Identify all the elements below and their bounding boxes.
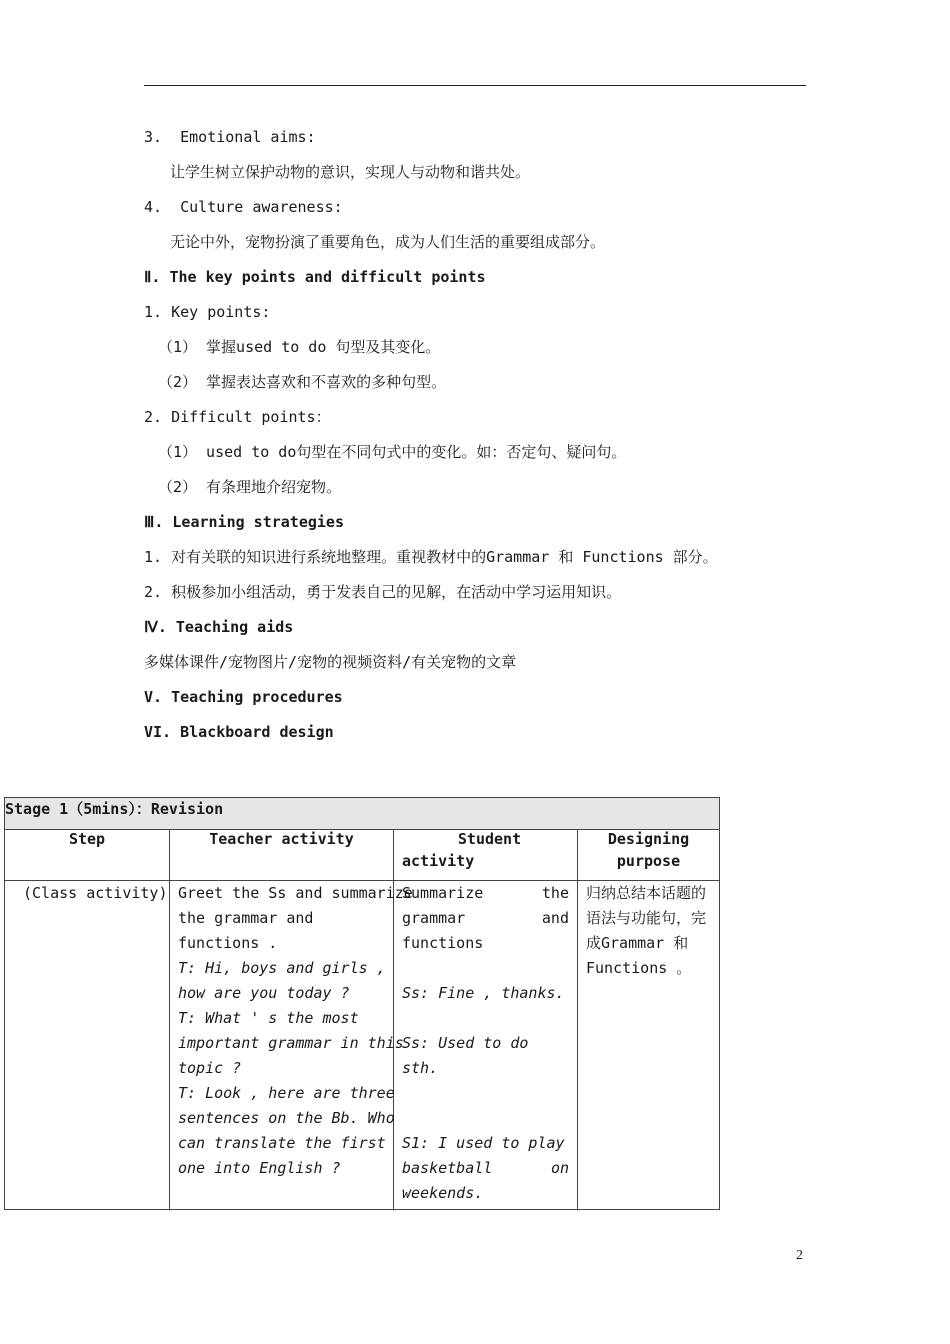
section-2-title: Ⅱ. The key points and difficult points <box>144 268 486 286</box>
student-word: on <box>550 1159 569 1177</box>
header-student-line-2: activity <box>402 852 475 870</box>
teacher-line: the grammar and <box>178 909 314 927</box>
difficult-point-2: （2） 有条理地介绍宠物。 <box>158 478 342 496</box>
student-word: grammar <box>402 909 466 927</box>
header-purpose-line-2: purpose <box>616 852 681 870</box>
emotional-aims-text: 让学生树立保护动物的意识，实现人与动物和谐共处。 <box>170 163 531 181</box>
section-5-title: V. Teaching procedures <box>144 688 343 706</box>
section-6-title: VI. Blackboard design <box>144 723 334 741</box>
header-rule <box>144 85 806 86</box>
student-line <box>402 881 569 906</box>
student-line: functions <box>402 934 484 952</box>
difficult-point-1: （1） used to do句型在不同句式中的变化。如：否定句、疑问句。 <box>158 443 627 461</box>
teaching-aids-text: 多媒体课件/宠物图片/宠物的视频资料/有关宠物的文章 <box>144 653 517 671</box>
page-number: 2 <box>796 1248 803 1263</box>
student-line: Ss: Used to do sth. <box>402 1034 529 1077</box>
purpose-line: Functions 。 <box>586 959 692 977</box>
teacher-line: T: Look , here are three <box>178 1084 395 1102</box>
stage-title: Stage 1（5mins）：Revision <box>5 798 720 830</box>
purpose-line: 成Grammar 和 <box>586 934 689 952</box>
section-3-title: Ⅲ. Learning strategies <box>144 513 344 531</box>
strategy-2: 2. 积极参加小组活动，勇于发表自己的见解，在活动中学习运用知识。 <box>144 583 622 601</box>
header-designing-purpose <box>578 830 720 881</box>
difficult-points-heading: 2. Difficult points： <box>144 408 331 426</box>
student-line: S1: I used to play <box>402 1134 565 1152</box>
purpose-line: 归纳总结本话题的 <box>586 884 707 902</box>
key-points-heading: 1. Key points: <box>144 303 271 321</box>
student-line <box>402 906 569 931</box>
teacher-line: functions . <box>178 934 278 952</box>
header-student-line-1: Student <box>457 830 522 848</box>
designing-purpose-cell <box>578 881 720 1210</box>
student-line <box>402 1156 569 1181</box>
student-word: and <box>541 909 569 927</box>
step-text: (Class activity) <box>23 884 168 902</box>
strategy-1: 1. 对有关联的知识进行系统地整理。重视教材中的Grammar 和 Functions 部分。 <box>144 548 718 566</box>
step-cell <box>5 881 170 1210</box>
teacher-activity-cell <box>170 881 413 1210</box>
header-step: Step <box>5 830 170 881</box>
teacher-line: sentences on the Bb. Who <box>178 1109 395 1127</box>
student-line: weekends. <box>402 1184 484 1202</box>
teacher-line: one into English ? <box>178 1159 341 1177</box>
header-purpose-line-1: Designing <box>607 830 690 848</box>
teacher-line: important grammar in this <box>178 1034 404 1052</box>
student-word: basketball <box>402 1159 493 1177</box>
stage-1-table <box>4 797 720 1210</box>
teacher-line: can translate the first <box>178 1134 386 1152</box>
purpose-line: 语法与功能句，完 <box>586 909 707 927</box>
student-line: Ss: Fine , thanks. <box>402 984 565 1002</box>
teacher-line: how are you today ? <box>178 984 350 1002</box>
teacher-line: T: What ' s the most <box>178 1009 359 1027</box>
header-teacher-activity: Teacher activity <box>170 830 394 881</box>
culture-awareness-heading: 4. Culture awareness: <box>144 198 343 216</box>
emotional-aims-heading: 3. Emotional aims: <box>144 128 316 146</box>
teacher-line: topic ? <box>178 1059 242 1077</box>
section-4-title: Ⅳ. Teaching aids <box>144 618 294 636</box>
key-point-2: （2） 掌握表达喜欢和不喜欢的多种句型。 <box>158 373 447 391</box>
student-activity-cell <box>394 881 578 1210</box>
culture-awareness-text: 无论中外，宠物扮演了重要角色，成为人们生活的重要组成部分。 <box>170 233 606 251</box>
student-word: the <box>541 884 569 902</box>
table-row <box>5 881 720 1210</box>
teacher-line: T: Hi, boys and girls , <box>178 959 386 977</box>
key-point-1: （1） 掌握used to do 句型及其变化。 <box>158 338 441 356</box>
header-student-activity <box>394 830 578 881</box>
teacher-line: Greet the Ss and summarize <box>178 884 413 902</box>
student-word: Summarize <box>402 884 484 902</box>
